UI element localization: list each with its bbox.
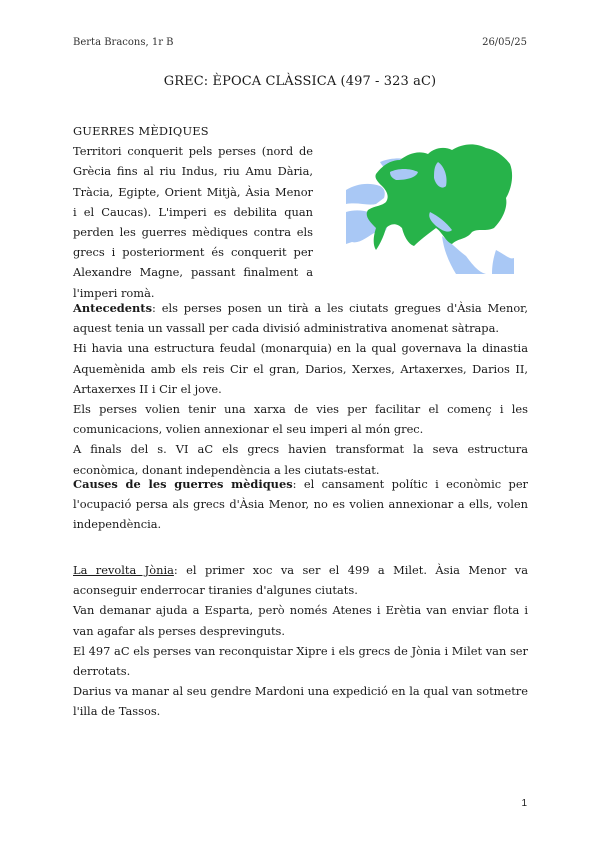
paragraph: A finals del s. VI aC els grecs havien transformat la seva estructura econòmica, donant independència a les ciutats-estat. bbox=[73, 442, 528, 477]
causes-text: : el cansament polític i econòmic per l'ocupació persa als grecs d'Àsia Menor, no es volien annexionar a ells, volen independència. bbox=[73, 477, 529, 532]
antecedents-text: : els perses posen un tirà a les ciutats gregues d'Àsia Menor, aquest tenia un vassall per cada divisió administrativa anomenat sàtrapa. bbox=[73, 301, 528, 336]
revolta-text: : el primer xoc va ser el 499 a Milet. Àsia Menor va aconseguir enderrocar tiranies d'algunes ciutats. bbox=[73, 563, 529, 598]
header-author: Berta Bracons, 1r B bbox=[73, 37, 174, 48]
antecedents-label: Antecedents bbox=[73, 301, 152, 315]
page-number: 1 bbox=[521, 798, 527, 809]
revolta-label: La revolta Jònia bbox=[73, 563, 174, 577]
section-antecedents bbox=[73, 298, 528, 480]
section-heading: GUERRES MÈDIQUES bbox=[73, 124, 209, 138]
paragraph: Van demanar ajuda a Esparta, però només Atenes i Erètia van enviar flota i van agafar als perses desprevinguts. bbox=[73, 603, 528, 638]
section-causes bbox=[73, 474, 528, 535]
paragraph: Els perses volien tenir una xarxa de vies per facilitar el començ i les comunicacions, volien annexionar el seu imperi al món grec. bbox=[73, 402, 528, 437]
paragraph: El 497 aC els perses van reconquistar Xipre i els grecs de Jònia i Milet van ser derrotats. bbox=[73, 643, 528, 679]
paragraph: Darius va manar al seu gendre Mardoni una expedició en la qual van sotmetre l'illa de Tassos. bbox=[73, 684, 528, 719]
causes-label: Causes de les guerres mèdiques bbox=[73, 477, 293, 491]
persian-empire-map bbox=[346, 132, 514, 274]
paragraph: Hi havia una estructura feudal (monarquia) en la qual governava la dinastia Aquemènida amb els reis Cir el gran, Darios, Xerxes, Artaxerxes, Darios II, Artaxerxes II i Cir el jove. bbox=[73, 341, 528, 396]
page-title: GREC: ÈPOCA CLÀSSICA (497 - 323 aC) bbox=[163, 74, 437, 89]
header-date: 26/05/25 bbox=[482, 37, 527, 48]
section-revolta-jonia bbox=[73, 560, 528, 722]
antecedents-paragraph bbox=[73, 298, 528, 338]
revolta-paragraph bbox=[73, 560, 528, 600]
causes-paragraph bbox=[73, 474, 528, 535]
intro-paragraph: Territori conquerit pels perses (nord de Grècia fins al riu Indus, riu Amu Dària, Tràcia, Egipte, Orient Mitjà, Àsia Menor i el Caucas). L'imperi es debilita quan perden les guerres mèdiques contra els grecs i posteriorment és conquerit per Alexandre Magne, passant finalment a l'imperi romà. bbox=[73, 144, 313, 300]
